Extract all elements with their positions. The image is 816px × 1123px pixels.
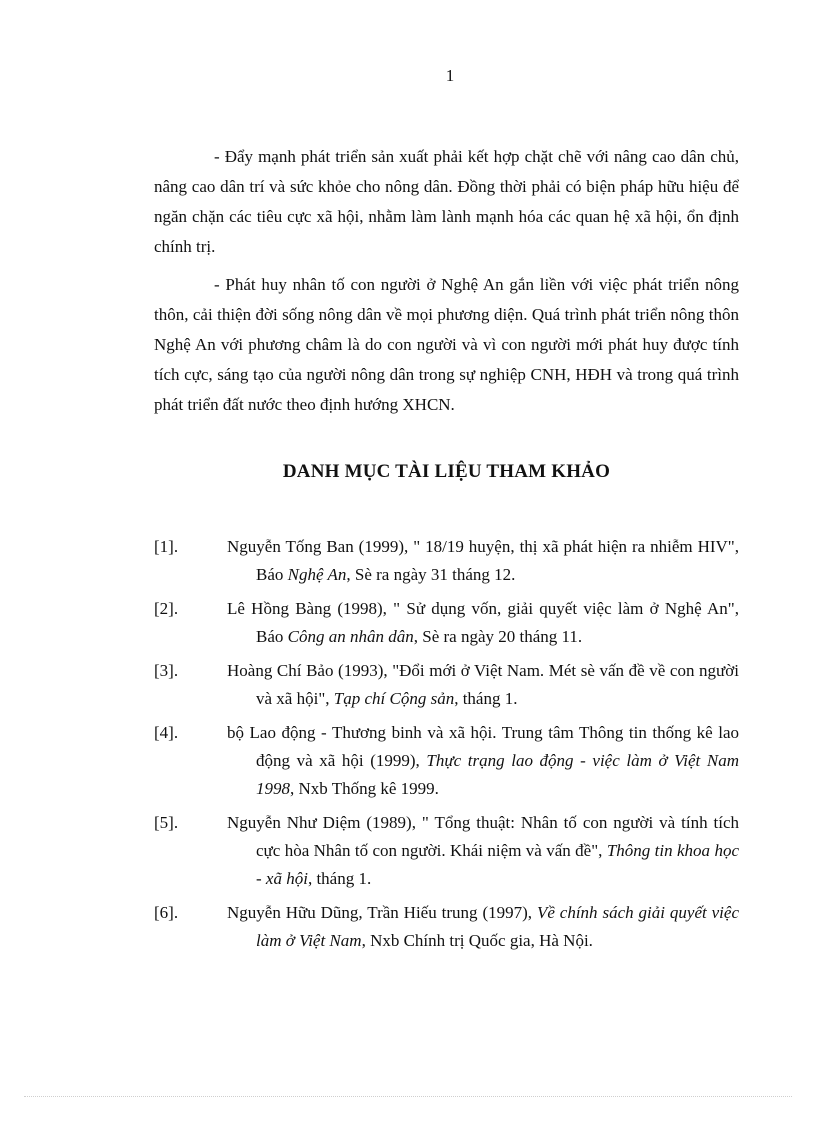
- reference-tail: , tháng 1.: [454, 689, 518, 708]
- reference-lead: Nguyễn Hữu Dũng, Trần Hiếu trung (1997),: [227, 903, 537, 922]
- reference-text: [227, 719, 739, 803]
- reference-lead: Nguyễn Tống Ban (1999), " 18/19 huyện, thị xã phát hiện ra nhiễm HIV", Báo: [227, 537, 739, 584]
- reference-number: [1].: [154, 537, 179, 556]
- paragraph-text: - Phát huy nhân tố con người ở Nghệ An gắn liền với việc phát triển nông thôn, cải thiện đời sống nông dân về mọi phương diện. Quá trình phát triển nông thôn Nghệ An với phương châm là do con người và vì con người mới phát huy được tính tích cực, sáng tạo của người nông dân trong sự nghiệp CNH, HĐH và trong quá trình phát triển đất nước theo định hướng XHCN.: [154, 275, 739, 414]
- reference-source: Công an nhân dân: [287, 627, 414, 646]
- reference-number: [3].: [154, 661, 179, 680]
- reference-source: Nghệ An: [287, 565, 347, 584]
- reference-source: Thực trạng lao động - việc làm ở Việt Nam 1998: [256, 751, 739, 798]
- reference-text: [227, 657, 739, 713]
- reference-text: [227, 899, 739, 955]
- reference-tail: , tháng 1.: [307, 869, 372, 888]
- reference-lead: Nguyễn Như Diệm (1989), " Tổng thuật: Nhân tố con người và tính tích cực hòa Nhân tố con người. Khái niệm và vấn đề",: [227, 813, 739, 860]
- body-paragraph-1: [154, 142, 739, 262]
- reference-text: [227, 533, 739, 589]
- reference-text: [227, 595, 739, 651]
- reference-source: Về chính sách giải quyết việc làm ở Việt Nam: [256, 903, 739, 950]
- reference-lead: Hoàng Chí Bảo (1993), "Đổi mới ở Việt Nam. Mét sè vấn đề về con người và xã hội",: [227, 661, 739, 708]
- page-bottom-divider: [24, 1096, 792, 1097]
- reference-item: [154, 657, 739, 713]
- reference-source: Tạp chí Cộng sản: [333, 689, 455, 708]
- reference-number: [2].: [154, 599, 179, 618]
- reference-lead: Lê Hồng Bàng (1998), " Sử dụng vốn, giải quyết việc làm ở Nghệ An", Báo: [227, 599, 739, 646]
- reference-tail: , Sè ra ngày 20 tháng 11.: [413, 627, 583, 646]
- reference-number: [6].: [154, 903, 179, 922]
- reference-number: [4].: [154, 723, 179, 742]
- reference-tail: , Nxb Thống kê 1999.: [290, 779, 439, 798]
- reference-item: [154, 595, 739, 651]
- references-list: [154, 533, 739, 961]
- reference-item: [154, 533, 739, 589]
- references-title: DANH MỤC TÀI LIỆU THAM KHẢO: [282, 461, 611, 482]
- reference-lead: bộ Lao động - Thương binh và xã hội. Trung tâm Thông tin thống kê lao động và xã hội (1999),: [227, 723, 739, 770]
- reference-item: [154, 899, 739, 955]
- reference-tail: , Nxb Chính trị Quốc gia, Hà Nội.: [361, 931, 593, 950]
- reference-source: Thông tin khoa học - xã hội: [256, 841, 740, 888]
- reference-number: [5].: [154, 813, 179, 832]
- reference-item: [154, 809, 739, 893]
- reference-item: [154, 719, 739, 803]
- page-number: 1: [445, 66, 455, 85]
- reference-tail: , Sè ra ngày 31 tháng 12.: [346, 565, 516, 584]
- reference-text: [227, 809, 739, 893]
- paragraph-text: - Đẩy mạnh phát triển sản xuất phải kết hợp chặt chẽ với nâng cao dân chủ, nâng cao dân trí và sức khỏe cho nông dân. Đồng thời phải có biện pháp hữu hiệu để ngăn chặn các tiêu cực xã hội, nhằm làm lành mạnh hóa các quan hệ xã hội, ổn định chính trị.: [154, 147, 739, 256]
- body-paragraph-2: [154, 270, 739, 420]
